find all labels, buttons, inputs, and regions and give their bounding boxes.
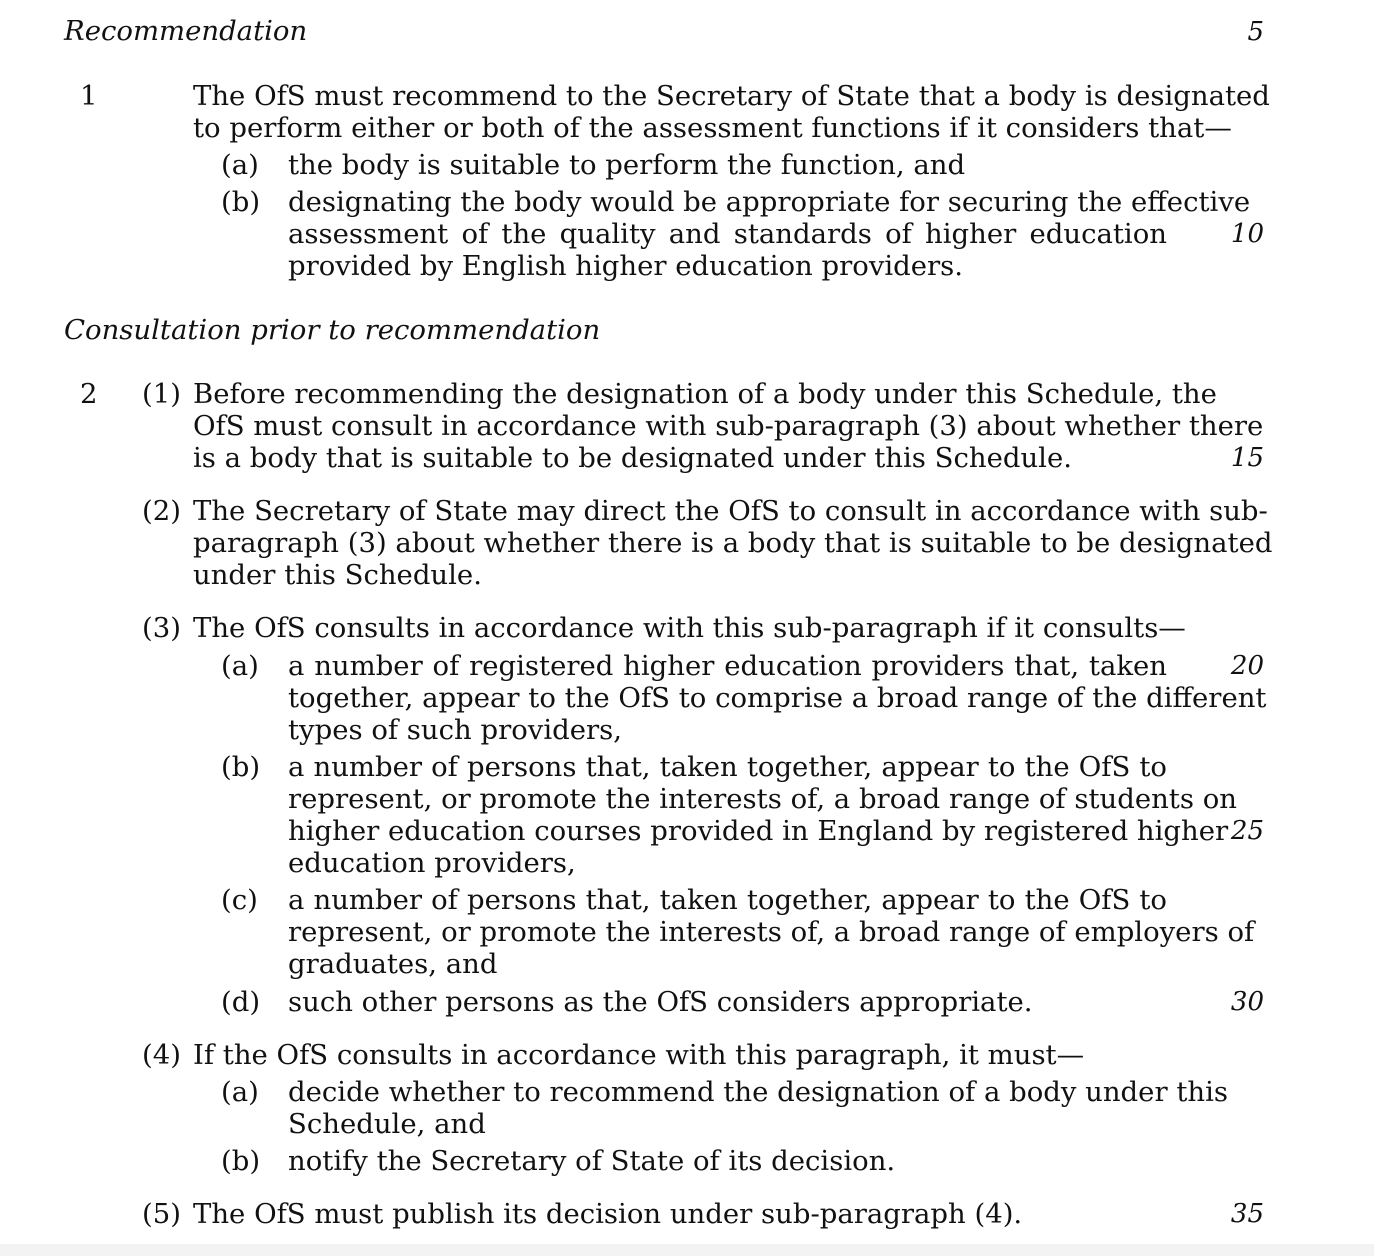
- page-bottom-edge: [0, 1244, 1374, 1256]
- subparagraph-line: If the OfS consults in accordance with this paragraph, it must—: [193, 1039, 1085, 1071]
- subparagraph-line: OfS must consult in accordance with sub-paragraph (3) about whether there: [193, 410, 1264, 442]
- item-text: decide whether to recommend the designation of a body under this: [288, 1076, 1228, 1108]
- item-text: education providers,: [288, 847, 576, 879]
- item-text: a number of persons that, taken together, appear to the OfS to: [288, 751, 1167, 783]
- paragraph-1-line: The OfS must recommend to the Secretary of State that a body is designated: [193, 80, 1270, 112]
- heading-recommendation: Recommendation: [64, 15, 308, 47]
- item-text: notify the Secretary of State of its decision.: [288, 1145, 896, 1177]
- item-label: (a): [221, 1076, 259, 1108]
- heading-consultation: Consultation prior to recommendation: [64, 314, 601, 346]
- subparagraph-line: Before recommending the designation of a body under this Schedule, the: [193, 378, 1217, 410]
- item-text: designating the body would be appropriate for securing the effective: [288, 186, 1251, 218]
- line-number-20: 20: [1230, 651, 1264, 681]
- subparagraph-line: under this Schedule.: [193, 559, 482, 591]
- item-label: (a): [221, 650, 259, 682]
- line-number-10: 10: [1230, 219, 1264, 249]
- subparagraph-line: The OfS consults in accordance with this sub-paragraph if it consults—: [193, 612, 1186, 644]
- item-label: (c): [221, 884, 258, 916]
- item-text: such other persons as the OfS considers appropriate.: [288, 986, 1033, 1018]
- line-number-5: 5: [1247, 17, 1264, 47]
- item-text: represent, or promote the interests of, a broad range of employers of: [288, 916, 1255, 948]
- subparagraph-line: is a body that is suitable to be designated under this Schedule.: [193, 442, 1072, 474]
- subparagraph-label: (3): [142, 612, 181, 644]
- item-text: represent, or promote the interests of, a broad range of students on: [288, 783, 1237, 815]
- item-label: (a): [221, 149, 259, 181]
- item-text: the body is suitable to perform the function, and: [288, 149, 966, 181]
- subparagraph-line: The Secretary of State may direct the OfS to consult in accordance with sub-: [193, 495, 1268, 527]
- item-text: graduates, and: [288, 948, 498, 980]
- paragraph-2-number: 2: [80, 378, 98, 410]
- line-number-30: 30: [1230, 987, 1264, 1017]
- subparagraph-label: (1): [142, 378, 181, 410]
- item-text: types of such providers,: [288, 714, 622, 746]
- item-text: higher education courses provided in England by registered higher: [288, 815, 1229, 847]
- paragraph-1-number: 1: [80, 80, 98, 112]
- item-text: assessment of the quality and standards of higher education: [288, 218, 1167, 250]
- item-label: (b): [221, 1145, 261, 1177]
- subparagraph-label: (4): [142, 1039, 181, 1071]
- item-text: Schedule, and: [288, 1108, 486, 1140]
- item-text: provided by English higher education providers.: [288, 250, 964, 282]
- item-label: (d): [221, 986, 261, 1018]
- line-number-35: 35: [1230, 1199, 1264, 1229]
- item-label: (b): [221, 186, 261, 218]
- line-number-15: 15: [1230, 443, 1264, 473]
- subparagraph-line: The OfS must publish its decision under sub-paragraph (4).: [193, 1198, 1023, 1230]
- item-text: a number of persons that, taken together, appear to the OfS to: [288, 884, 1167, 916]
- subparagraph-label: (5): [142, 1198, 181, 1230]
- line-number-25: 25: [1230, 816, 1264, 846]
- item-text: together, appear to the OfS to comprise a broad range of the different: [288, 682, 1267, 714]
- paragraph-1-line: to perform either or both of the assessment functions if it considers that—: [193, 112, 1232, 144]
- item-label: (b): [221, 751, 261, 783]
- item-text: a number of registered higher education providers that, taken: [288, 650, 1167, 682]
- subparagraph-line: paragraph (3) about whether there is a body that is suitable to be designated: [193, 527, 1273, 559]
- subparagraph-label: (2): [142, 495, 181, 527]
